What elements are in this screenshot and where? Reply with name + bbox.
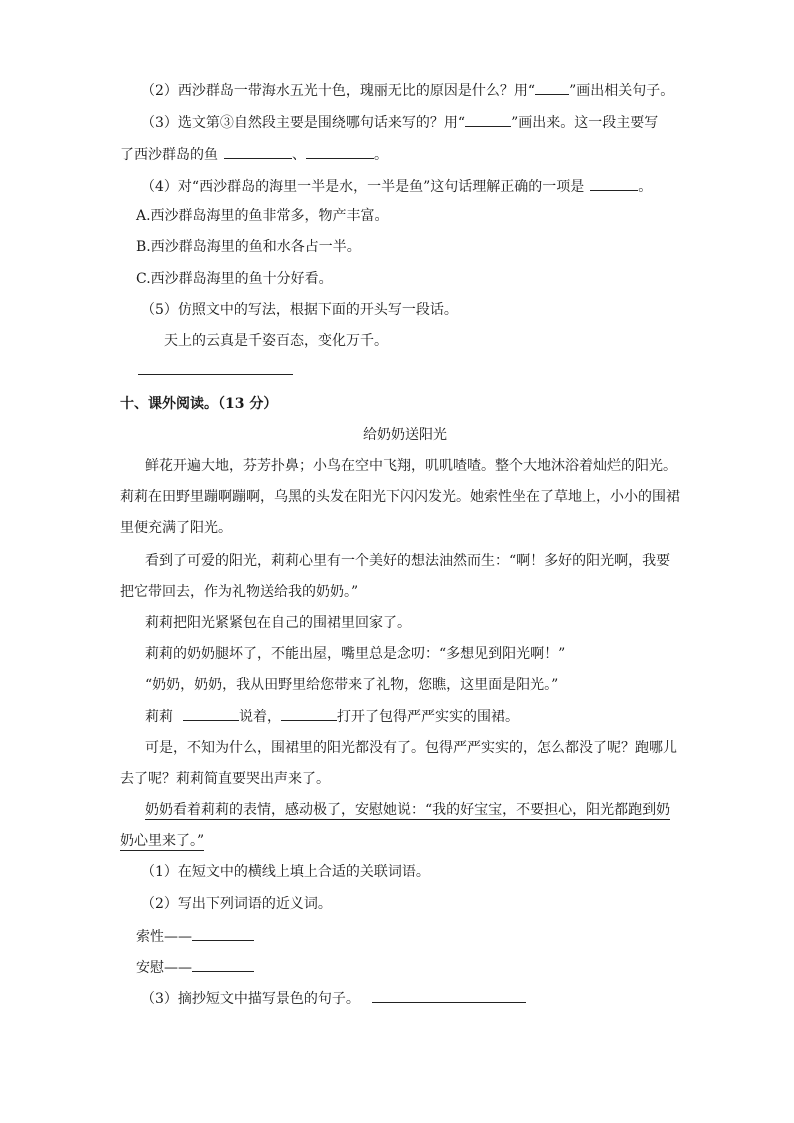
passage-line: 里便充满了阳光。 [120, 520, 232, 536]
passage-title: 给奶奶送阳光 [363, 427, 447, 443]
question-3-line2: 了西沙群岛的鱼 、 。 [120, 144, 388, 165]
passage-underlined-line: 奶心里来了。” [120, 833, 205, 849]
synonym-item: 索性—— [136, 926, 254, 947]
passage-line: 把它带回去，作为礼物送给我的奶奶。” [120, 584, 359, 600]
subquestion-3: （3）摘抄短文中描写景色的句子。 [141, 988, 526, 1009]
passage-line: 莉莉在田野里蹦啊蹦啊，乌黑的头发在阳光下闪闪发光。她索性坐在了草地上，小小的围裙 [120, 489, 680, 505]
writing-line[interactable] [138, 360, 293, 381]
option-a[interactable]: A.西沙群岛海里的鱼非常多，物产丰富。 [136, 208, 389, 224]
answer-blank[interactable] [192, 957, 254, 972]
answer-blank[interactable] [535, 80, 569, 95]
answer-blank[interactable] [183, 706, 239, 721]
option-b[interactable]: B.西沙群岛海里的鱼和水各占一半。 [136, 239, 361, 255]
passage-line-with-blanks: 莉莉 说着， 打开了包得严严实实的围裙。 [145, 706, 519, 727]
passage-line: 去了呢？莉莉简直要哭出声来了。 [120, 771, 330, 787]
passage-line: 鲜花开遍大地，芬芳扑鼻；小鸟在空中飞翔，叽叽喳喳。整个大地沐浴着灿烂的阳光。 [145, 458, 677, 474]
synonym-item: 安慰—— [136, 957, 254, 978]
question-3: （3）选文第③自然段主要是围绕哪句话来写的？用“ ”画出来。这一段主要写 [141, 112, 658, 133]
passage-line: 莉莉的奶奶腿坏了，不能出屋，嘴里总是念叨：“多想见到阳光啊！” [145, 646, 566, 662]
writing-prompt: 天上的云真是千姿百态，变化万千。 [164, 333, 388, 349]
passage-line: 看到了可爱的阳光，莉莉心里有一个美好的想法油然而生：“啊！多好的阳光啊，我要 [145, 553, 671, 569]
option-c[interactable]: C.西沙群岛海里的鱼十分好看。 [136, 271, 333, 287]
question-2: （2）西沙群岛一带海水五光十色，瑰丽无比的原因是什么？用“ ”画出相关句子。 [141, 80, 674, 101]
question-4: （4）对“西沙群岛的海里一半是水，一半是鱼”这句话理解正确的一项是 。 [141, 176, 652, 197]
question-5: （5）仿照文中的写法，根据下面的开头写一段话。 [141, 302, 458, 318]
passage-underlined-line: 奶奶看着莉莉的表情，感动极了，安慰她说：“我的好宝宝，不要担心，阳光都跑到奶 [145, 802, 671, 818]
passage-line: “奶奶，奶奶，我从田野里给您带来了礼物，您瞧，这里面是阳光。” [145, 677, 559, 693]
passage-line: 可是，不知为什么，围裙里的阳光都没有了。包得严严实实的，怎么都没了呢？跑哪儿 [145, 740, 677, 756]
answer-blank[interactable] [306, 144, 374, 159]
answer-blank[interactable] [281, 706, 337, 721]
answer-blank[interactable] [192, 926, 254, 941]
subquestion-2: （2）写出下列词语的近义词。 [141, 896, 332, 912]
section-heading: 十、课外阅读。（13 分） [120, 396, 278, 412]
answer-blank[interactable] [372, 988, 526, 1003]
answer-blank[interactable] [590, 176, 638, 191]
answer-blank[interactable] [224, 144, 292, 159]
answer-blank[interactable] [465, 112, 511, 127]
subquestion-1: （1）在短文中的横线上填上合适的关联词语。 [141, 864, 430, 880]
passage-line: 莉莉把阳光紧紧包在自己的围裙里回家了。 [145, 615, 411, 631]
